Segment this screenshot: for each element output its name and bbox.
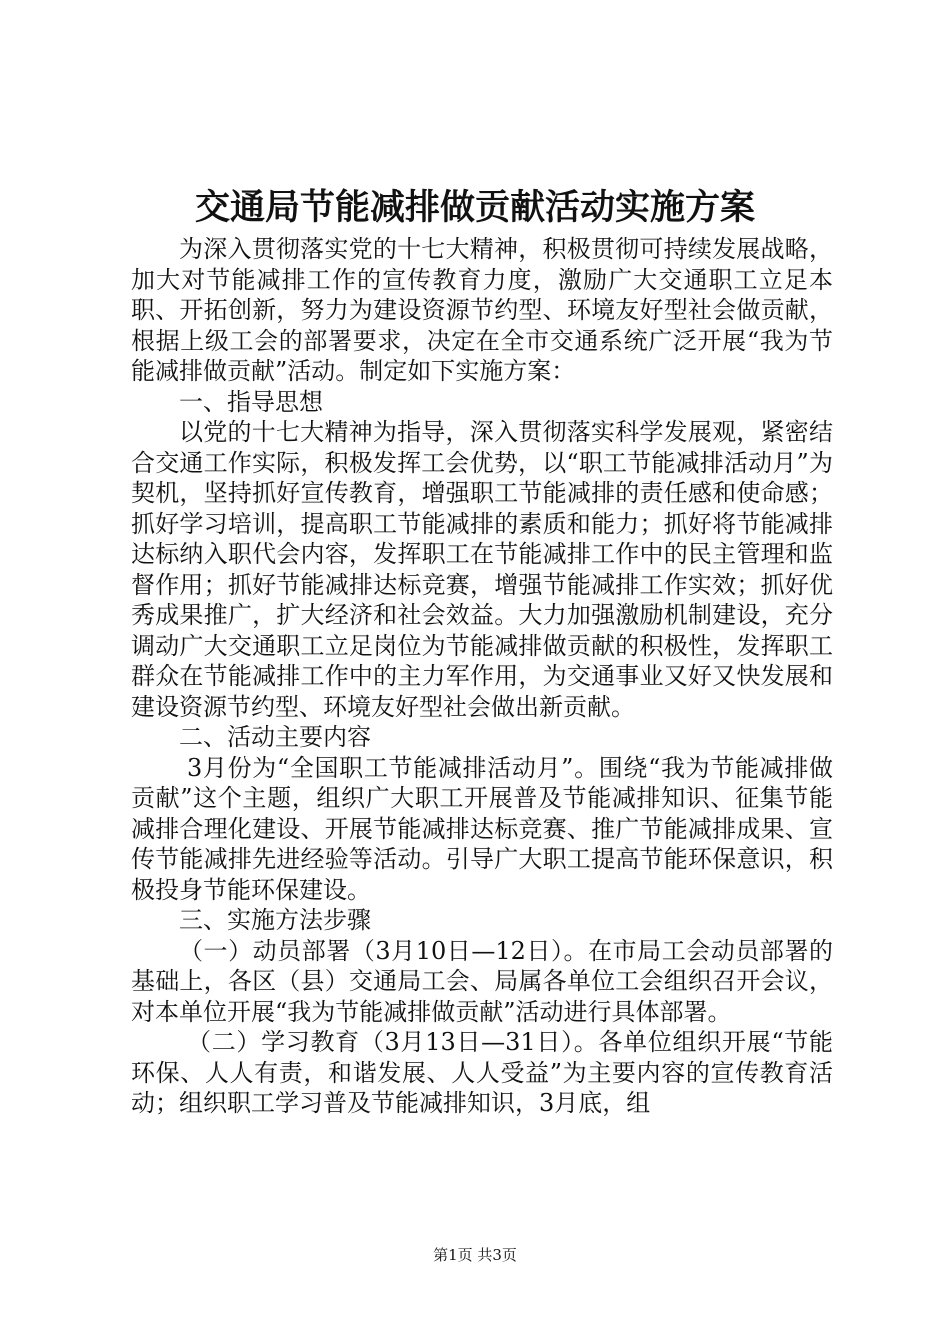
page-number-footer: 第1页 共3页 (433, 1246, 517, 1264)
guiding-ideology-paragraph: 以党的十七大精神为指导，深入贯彻落实科学发展观，紧密结合交通工作实际，积极发挥工会优势，以“职工节能减排活动月”为契机，坚持抓好宣传教育，增强职工节能减排的责任感和使命感；抓好学习培训，提高职工节能减排的素质和能力；抓好将节能减排达标纳入职代会内容，发挥职工在节能减排工作中的民主管理和监督作用；抓好节能减排达标竞赛，增强节能减排工作实效；抓好优秀成果推广，扩大经济和社会效益。大力加强激励机制建设，充分调动广大交通职工立足岗位为节能减排做贡献的积极性，发挥职工群众在节能减排工作中的主力军作用，为交通事业又好又快发展和建设资源节约型、环境友好型社会做出新贡献。 (131, 418, 833, 721)
document-title: 交通局节能减排做贡献活动实施方案 (194, 187, 755, 228)
document-body (131, 234, 833, 1119)
section-heading-guiding-ideology: 一、指导思想 (179, 387, 323, 416)
section-heading-implementation-steps: 三、实施方法步骤 (179, 906, 371, 934)
main-content-paragraph: 3月份为“全国职工节能减排活动月”。围绕“我为节能减排做贡献”这个主题，组织广大职工开展普及节能减排知识、征集节能减排合理化建设、开展节能减排达标竞赛、推广节能减排成果、宣传节能减排先进经验等活动。引导广大职工提高节能环保意识，积极投身节能环保建设。 (131, 753, 833, 904)
intro-paragraph: 为深入贯彻落实党的十七大精神，积极贯彻可持续发展战略，加大对节能减排工作的宣传教育力度，激励广大交通职工立足本职、开拓创新，努力为建设资源节约型、环境友好型社会做贡献，根据上级工会的部署要求，决定在全市交通系统广泛开展“我为节能减排做贡献”活动。制定如下实施方案： (131, 235, 833, 385)
section-heading-main-content: 二、活动主要内容 (179, 723, 371, 751)
step-mobilization-paragraph: （一）动员部署（3月10日—12日）。在市局工会动员部署的基础上，各区（县）交通局工会、局属各单位工会组织召开会议，对本单位开展“我为节能减排做贡献”活动进行具体部署。 (131, 936, 833, 1026)
step-education-paragraph: （二）学习教育（3月13日—31日）。各单位组织开展“节能环保、人人有责，和谐发展、人人受益”为主要内容的宣传教育活动；组织职工学习普及节能减排知识，3月底，组 (131, 1028, 833, 1117)
